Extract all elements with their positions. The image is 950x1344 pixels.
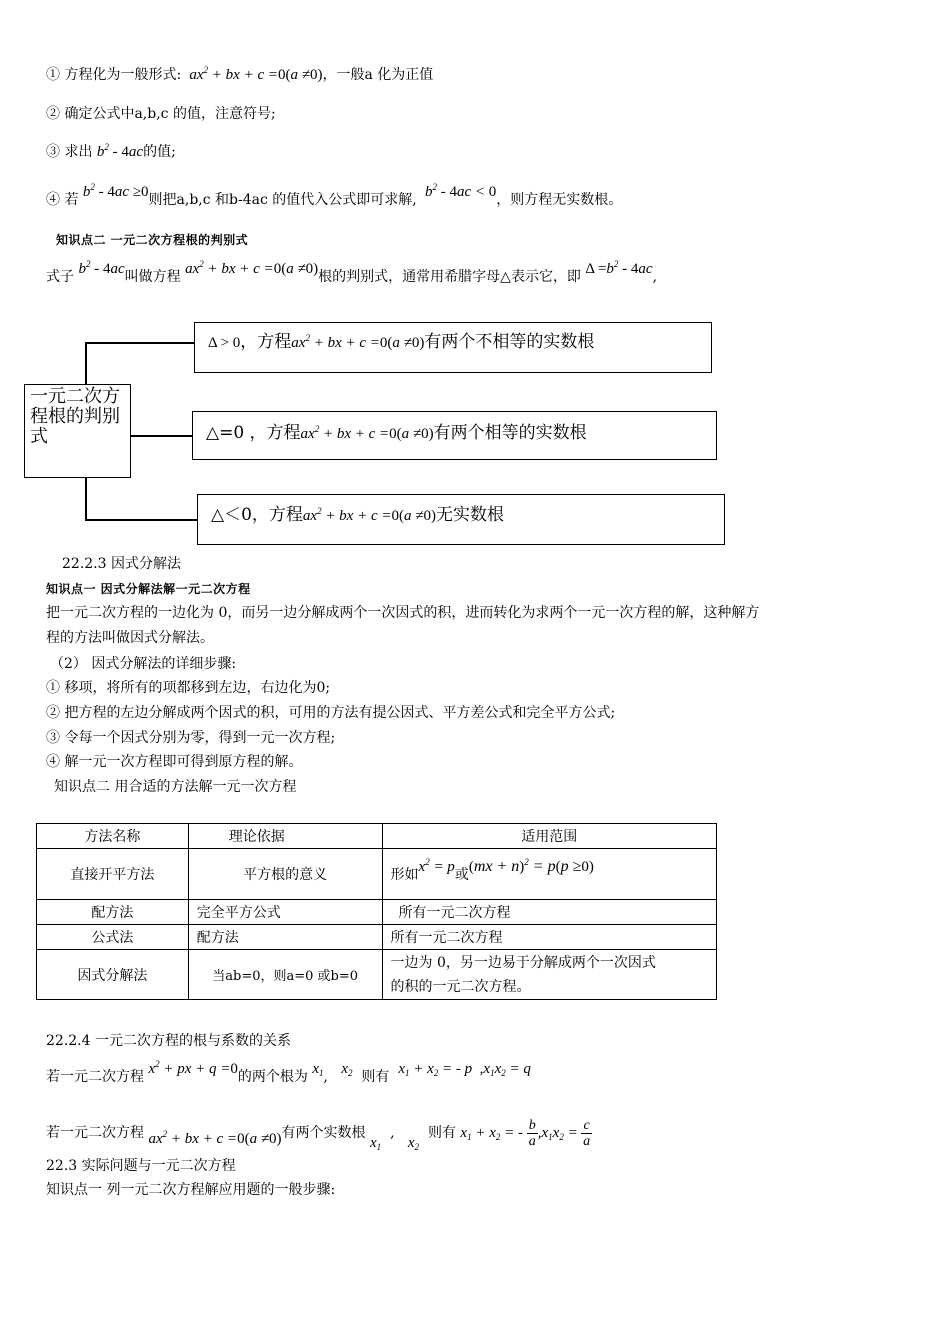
- diagram-center-label: 一元二次方程根的判别式: [30, 386, 120, 447]
- step-1-suffix: ，一般a 化为正值: [322, 67, 434, 83]
- connector-bottom-horizontal: [85, 519, 197, 521]
- vieta-line-1: 若一元二次方程 $x^2$ + px + q =0的两个根为 $x_1$, $x_2$ 则有 $x_1 + x_2$ = - p $,x_1x_2 = q$: [46, 1059, 531, 1085]
- def-part-d: ,: [652, 269, 658, 285]
- row2-scope: 所有一元二次方程: [382, 900, 716, 925]
- factoring-steps-title: （2） 因式分解法的详细步骤:: [50, 656, 237, 672]
- step-2-line: ② 确定公式中a,b,c 的值，注意符号;: [46, 106, 276, 122]
- def-equation-expr: $ax^2$ + bx + c =0(a ≠0): [185, 259, 319, 277]
- vieta-l2-equation: $ax^2$ + bx + c =0(a ≠0): [148, 1128, 282, 1147]
- vieta-l2-b: 有两个实数根: [281, 1124, 366, 1141]
- table-row: [37, 950, 717, 1000]
- connector-top-horizontal: [85, 342, 195, 344]
- row2-basis: 完全平方公式: [188, 900, 382, 925]
- table-row: [37, 900, 717, 925]
- row4-basis: 当ab=0，则a=0 或b=0: [188, 950, 382, 1000]
- row1-scope-b: 或: [454, 867, 469, 883]
- diagram-top-suffix: 有两个不相等的实数根: [424, 332, 595, 352]
- connector-top-vertical: [85, 342, 87, 385]
- table-row: [37, 925, 717, 950]
- factoring-para-line1: 把一元二次方程的一边化为 0，而另一边分解成两个一次因式的积，进而转化为求两个一元一次方程的解，这种解方: [46, 605, 760, 621]
- table-row: [37, 849, 717, 900]
- step-1-prefix: ① 方程化为一般形式:: [46, 67, 182, 83]
- diagram-mid-text: [206, 422, 587, 445]
- row1-scope-a: 形如: [390, 867, 419, 883]
- vieta-l1-b: 的两个根为: [237, 1069, 308, 1085]
- row4-scope: [382, 950, 716, 1000]
- discriminant-formula: $b^2 - 4ac$: [96, 142, 144, 160]
- factoring-section-title: 22.2.3 因式分解法: [62, 556, 181, 572]
- row2-method: 配方法: [37, 900, 189, 925]
- row3-scope: 所有一元二次方程: [382, 925, 716, 950]
- step-3-suffix: 的值;: [143, 144, 176, 160]
- factoring-step-2: ② 把方程的左边分解成两个因式的积，可用的方法有提公因式、平方差公式和完全平方公式;: [46, 705, 616, 721]
- row1-formula-b: (mx + n)$^2$ = p(p ≥0): [468, 857, 594, 875]
- discriminant-negative-formula: $b^2 - 4ac < 0$: [421, 182, 497, 200]
- method-selection-heading: 知识点二 用合适的方法解一元一次方程: [54, 779, 297, 795]
- vieta-l1-root2: $x_2$: [341, 1061, 353, 1078]
- diagram-bottom-text: [211, 504, 504, 527]
- vieta-l1-a: 若一元二次方程: [46, 1069, 144, 1085]
- factoring-step-1: ① 移项，将所有的项都移到左边，右边化为0;: [46, 680, 331, 696]
- def-part-b: 叫做方程: [124, 269, 181, 285]
- table-header-row: [37, 824, 717, 849]
- factoring-para-line2: 程的方法叫做因式分解法。: [46, 630, 214, 646]
- vieta-l2-root2: $x_2$: [407, 1134, 420, 1152]
- row1-formula-a: $x^2 = p$: [418, 857, 455, 875]
- fraction-b-over-a: $\frac{b}{a}$: [528, 1118, 536, 1149]
- diagram-top-equation: $ax^2$ + bx + c =0(a ≠0): [291, 333, 425, 351]
- vieta-line-2: 若一元二次方程 $ax^2$ + bx + c =0(a ≠0)有两个实数根 $x_1$ , $x_2$ 则有 $x_1 + x_2$ = - $\frac{b}{a}$ $,x_1x_2$ = $\frac{c}{a}$: [46, 1118, 591, 1152]
- diagram-bottom-suffix: 无实数根: [435, 505, 504, 525]
- step-1-line: [46, 66, 433, 84]
- step-3-line: [46, 143, 176, 161]
- row4-method: 因式分解法: [37, 950, 189, 1000]
- vieta-l2-relation: $x_1 + x_2$ = - $\frac{b}{a}$ $,x_1x_2$ = $\frac{c}{a}$: [460, 1118, 591, 1149]
- row1-scope: [382, 849, 716, 900]
- vieta-l2-root1: $x_1$: [370, 1134, 382, 1152]
- discriminant-nonneg-formula: $b^2 - 4ac \ge 0$: [82, 182, 149, 200]
- diagram-mid-prefix: △=0 ，方程: [206, 423, 301, 443]
- applied-section-title: 22.3 实际问题与一元二次方程: [46, 1158, 236, 1174]
- header-method: 方法名称: [37, 824, 189, 849]
- def-delta-expr: $\Delta =b^2 - 4ac$: [585, 259, 653, 277]
- applied-heading: 知识点一 列一元二次方程解应用题的一般步骤:: [46, 1182, 336, 1198]
- factoring-step-3: ③ 令每一个因式分别为零，得到一元一次方程;: [46, 730, 336, 746]
- vieta-section-title: 22.2.4 一元二次方程的根与系数的关系: [46, 1033, 291, 1049]
- vieta-l1-relation: $x_1 + x_2$ = - p $,x_1x_2 = q$: [398, 1061, 531, 1078]
- connector-mid-horizontal: [131, 435, 193, 437]
- diagram-mid-equation: $ax^2$ + bx + c =0(a ≠0): [300, 424, 434, 442]
- diagram-top-text: [208, 331, 594, 354]
- factoring-heading: 知识点一 因式分解法解一元二次方程: [46, 582, 251, 596]
- general-form-formula: $ax^2$ + bx + c =0(a ≠0): [185, 65, 323, 83]
- connector-bottom-vertical: [85, 478, 87, 520]
- row4-scope-line2: 的积的一元二次方程。: [390, 978, 531, 995]
- vieta-l2-a: 若一元二次方程: [46, 1124, 144, 1141]
- step-4-mid: 则把a,b,c 和b-4ac 的值代入公式即可求解,: [148, 192, 417, 208]
- step-4-line: [46, 182, 623, 209]
- discriminant-heading: 知识点二 一元二次方程根的判别式: [56, 233, 249, 247]
- delta-positive-symbol: Δ > 0: [208, 335, 241, 351]
- methods-table: [36, 823, 717, 1000]
- diagram-mid-suffix: 有两个相等的实数根: [433, 423, 587, 443]
- header-basis: 理论依据: [188, 824, 382, 849]
- step-4-suffix: ，则方程无实数根。: [496, 192, 623, 208]
- discriminant-definition: [46, 259, 658, 286]
- vieta-l2-c: 则有: [427, 1124, 456, 1141]
- step-4-prefix: ④ 若: [46, 192, 79, 208]
- row1-basis: 平方根的意义: [188, 849, 382, 900]
- step-3-prefix: ③ 求出: [46, 144, 93, 160]
- vieta-l1-root1: $x_1$: [312, 1061, 324, 1078]
- diagram-bottom-equation: $ax^2$ + bx + c =0(a ≠0): [302, 506, 436, 524]
- diagram-bottom-prefix: △＜0，方程: [211, 505, 303, 525]
- row4-scope-line1: 一边为 0，另一边易于分解成两个一次因式: [390, 954, 656, 971]
- vieta-l1-c: 则有: [361, 1069, 390, 1085]
- def-part-c: 根的判别式，通常用希腊字母△表示它，即: [318, 269, 581, 285]
- def-discriminant-expr: $b^2 - 4ac$: [78, 259, 125, 277]
- diagram-top-prefix: ，方程: [240, 332, 292, 352]
- row3-basis: 配方法: [188, 925, 382, 950]
- row3-method: 公式法: [37, 925, 189, 950]
- vieta-l1-equation: $x^2$ + px + q =0: [148, 1059, 238, 1077]
- header-scope: 适用范围: [382, 824, 716, 849]
- factoring-step-4: ④ 解一元一次方程即可得到原方程的解。: [46, 754, 303, 770]
- row1-method: 直接开平方法: [37, 849, 189, 900]
- def-part-a: 式子: [46, 269, 74, 285]
- fraction-c-over-a: $\frac{c}{a}$: [583, 1118, 591, 1149]
